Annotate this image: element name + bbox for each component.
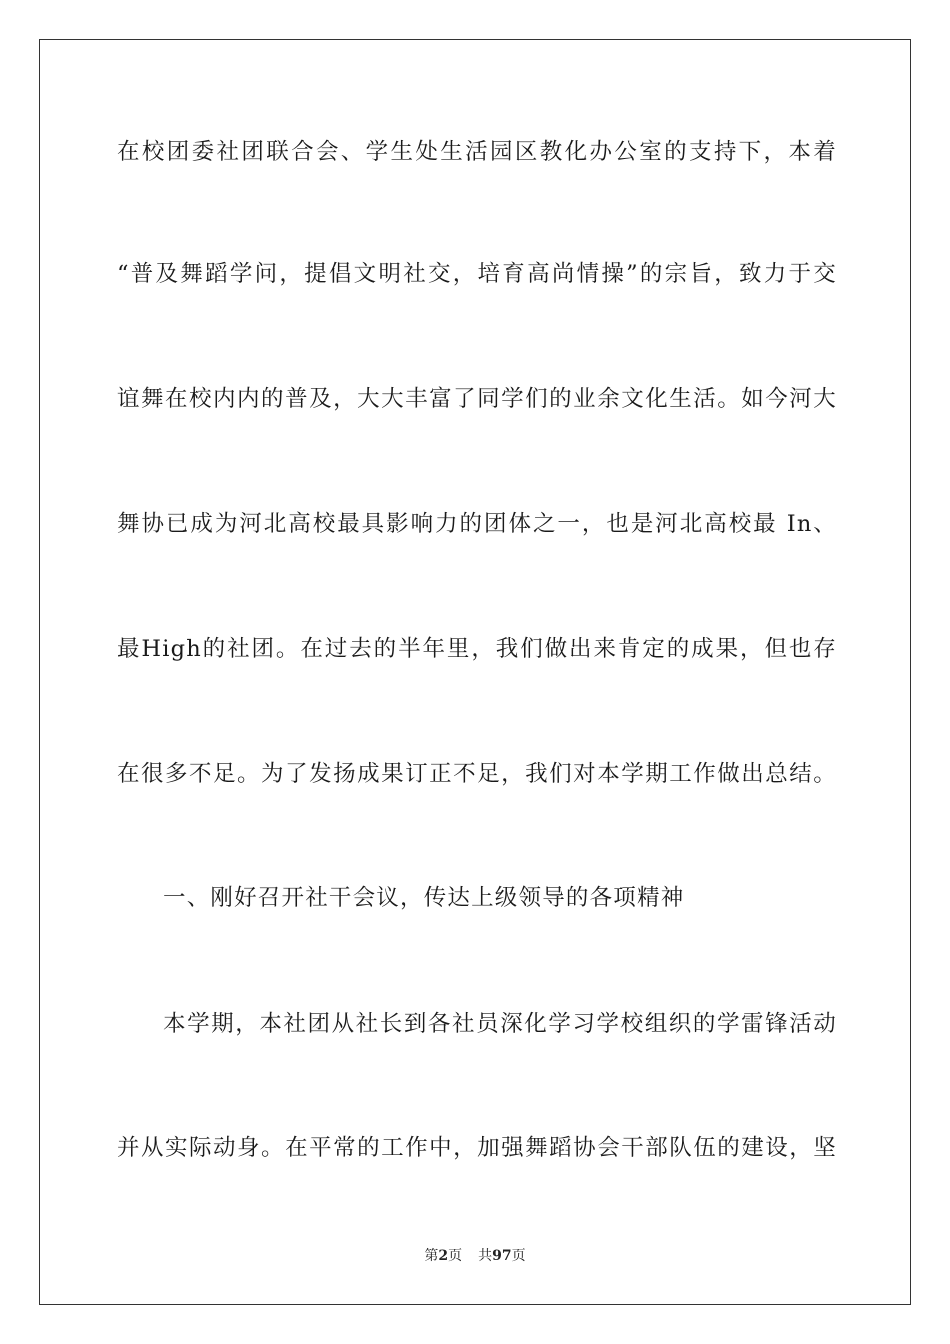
page-footer: [0, 1246, 950, 1266]
page-border: [39, 39, 911, 1305]
footer-page-prefix: 第: [424, 1248, 439, 1264]
footer-total-suffix: 页: [511, 1248, 526, 1264]
body-text-line: 并从实际动身。在平常的工作中，加强舞蹈协会干部队伍的建设，坚: [117, 1135, 837, 1161]
footer-page-suffix: 页: [448, 1248, 463, 1264]
body-text-line: 在很多不足。为了发扬成果订正不足，我们对本学期工作做出总结。: [117, 761, 837, 787]
body-text-line: 在校团委社团联合会、学生处生活园区教化办公室的支持下，本着: [117, 139, 837, 165]
section-heading: 一、刚好召开社干会议，传达上级领导的各项精神: [163, 885, 685, 911]
footer-page-current: 2: [438, 1248, 449, 1264]
body-text-line: 谊舞在校内内的普及，大大丰富了同学们的业余文化生活。如今河大: [117, 386, 837, 412]
footer-total-prefix: 共: [478, 1248, 493, 1264]
body-text-line: 舞协已成为河北高校最具影响力的团体之一，也是河北高校最 In、: [117, 511, 837, 537]
body-text-line: 最High的社团。在过去的半年里，我们做出来肯定的成果，但也存: [117, 636, 837, 662]
footer-page-total: 97: [492, 1248, 512, 1264]
body-text-line: “普及舞蹈学问，提倡文明社交，培育高尚情操”的宗旨，致力于交: [117, 261, 837, 287]
body-text-line: 本学期，本社团从社长到各社员深化学习学校组织的学雷锋活动: [163, 1011, 837, 1037]
